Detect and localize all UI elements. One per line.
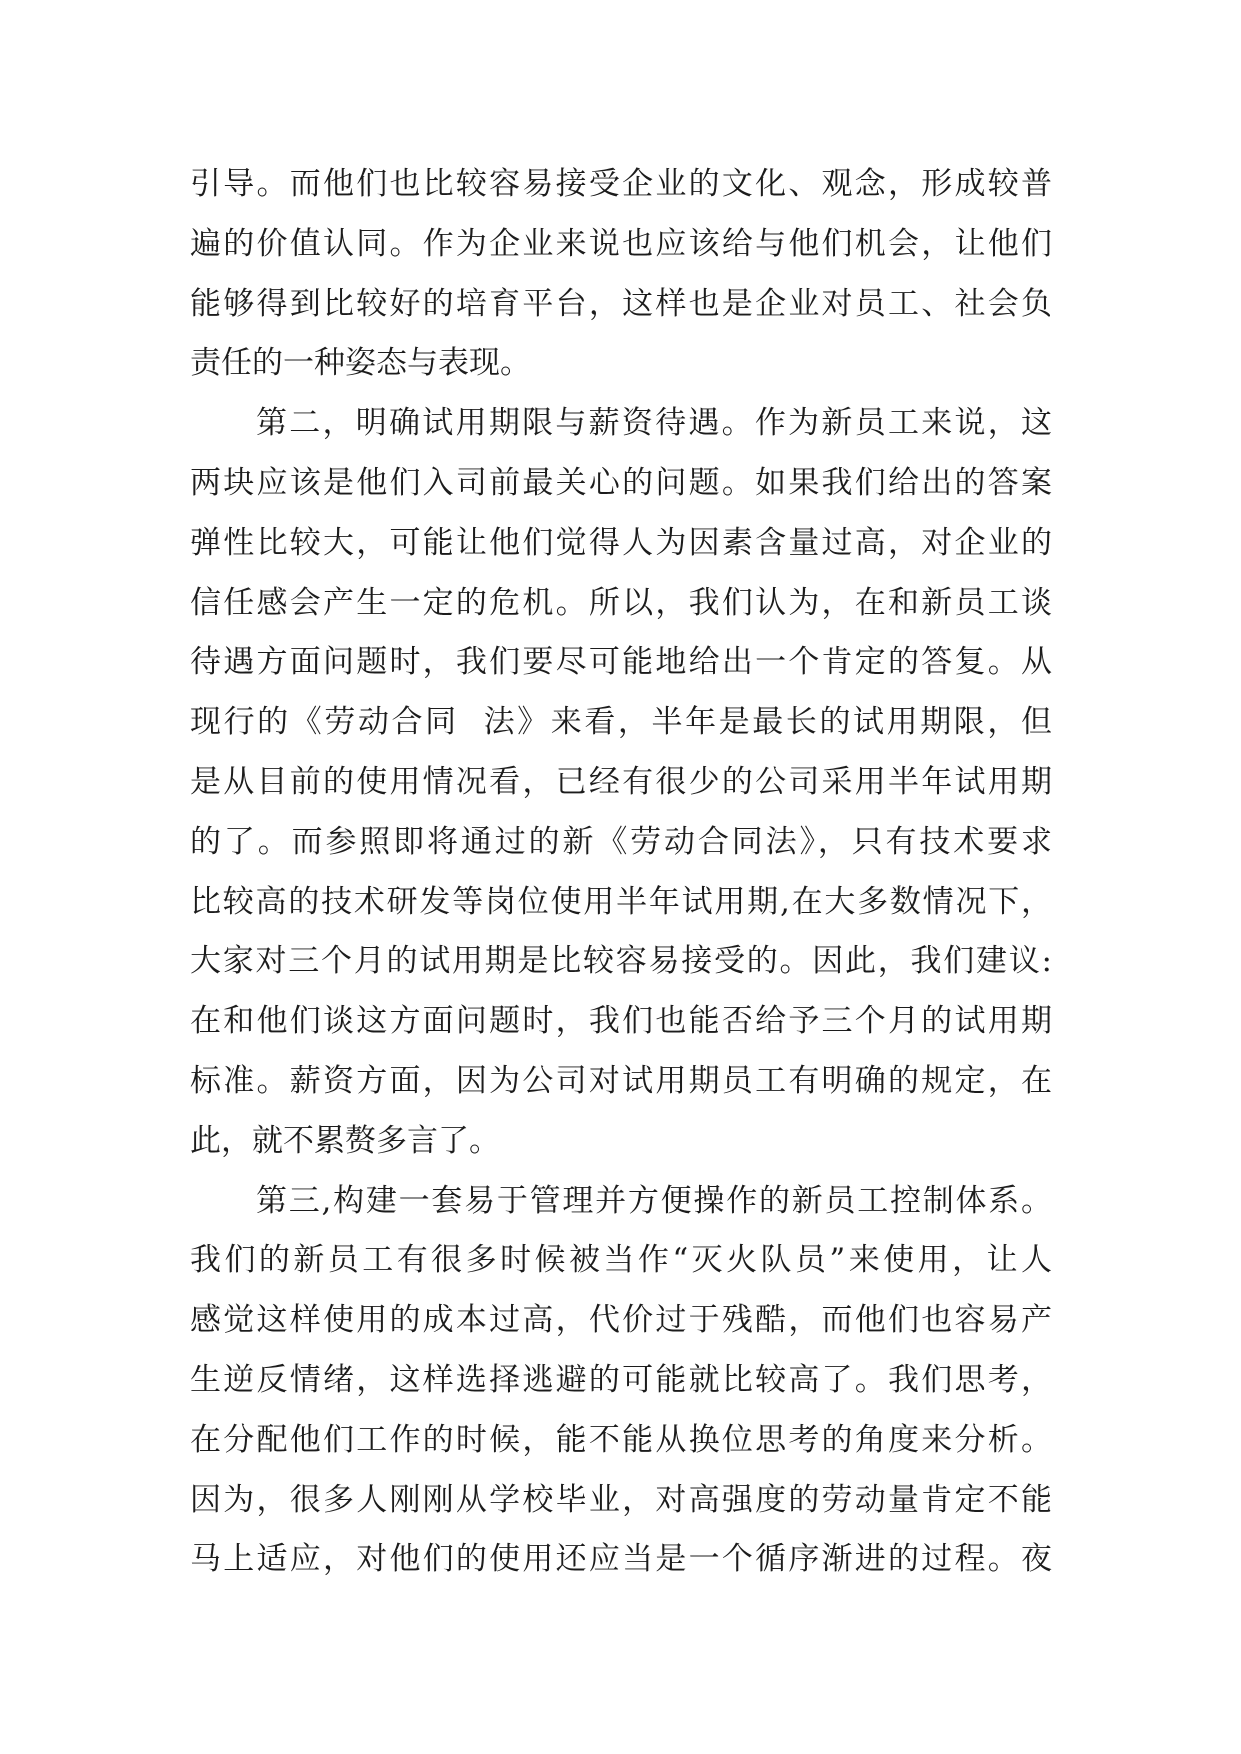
text-line: 大家对三个月的试用期是比较容易接受的。因此，我们建议: <box>190 943 1052 980</box>
text-line: 遍的价值认同。作为企业来说也应该给与他们机会，让他们 <box>190 225 1052 262</box>
text-line: 弹性比较大，可能让他们觉得人为因素含量过高，对企业的 <box>190 524 1052 561</box>
text-line: 比较高的技术研发等岗位使用半年试用期,在大多数情况下， <box>190 883 1052 920</box>
text-line: 马上适应，对他们的使用还应当是一个循序渐进的过程。夜 <box>190 1541 1052 1578</box>
text-line: 信任感会产生一定的危机。所以，我们认为，在和新员工谈 <box>190 584 1052 621</box>
text-line: 因为，很多人刚刚从学校毕业，对高强度的劳动量肯定不能 <box>190 1481 1052 1518</box>
text-line: 两块应该是他们入司前最关心的问题。如果我们给出的答案 <box>190 464 1052 501</box>
paragraph-first-line: 第二，明确试用期限与薪资待遇。作为新员工来说，这 <box>256 405 1052 442</box>
text-line: 感觉这样使用的成本过高，代价过于残酷，而他们也容易产 <box>190 1302 1052 1339</box>
paragraph-end-line: 责任的一种姿态与表现。 <box>190 345 531 382</box>
text-line: 的了。而参照即将通过的新《劳动合同法》，只有技术要求 <box>190 823 1052 860</box>
text-line: 能够得到比较好的培育平台，这样也是企业对员工、社会负 <box>190 285 1052 322</box>
paragraph-first-line: 第三,构建一套易于管理并方便操作的新员工控制体系。 <box>256 1182 1052 1219</box>
text-line: 生逆反情绪，这样选择逃避的可能就比较高了。我们思考， <box>190 1361 1052 1398</box>
paragraph-end-line: 此，就不累赘多言了。 <box>190 1122 500 1159</box>
body-text <box>190 155 1052 1590</box>
text-line: 在和他们谈这方面问题时，我们也能否给予三个月的试用期 <box>190 1003 1052 1040</box>
text-line: 引导。而他们也比较容易接受企业的文化、观念，形成较普 <box>190 166 1052 202</box>
text-line: 现行的《劳动合同 法》来看，半年是最长的试用期限，但 <box>190 704 1052 741</box>
text-line: 标准。薪资方面，因为公司对试用期员工有明确的规定，在 <box>190 1062 1052 1099</box>
text-line: 是从目前的使用情况看，已经有很少的公司采用半年试用期 <box>190 763 1052 800</box>
text-line: 在分配他们工作的时候，能不能从换位思考的角度来分析。 <box>190 1421 1052 1458</box>
text-line: 待遇方面问题时，我们要尽可能地给出一个肯定的答复。从 <box>190 644 1052 681</box>
text-line: 我们的新员工有很多时候被当作“灭火队员”来使用，让人 <box>190 1242 1052 1279</box>
